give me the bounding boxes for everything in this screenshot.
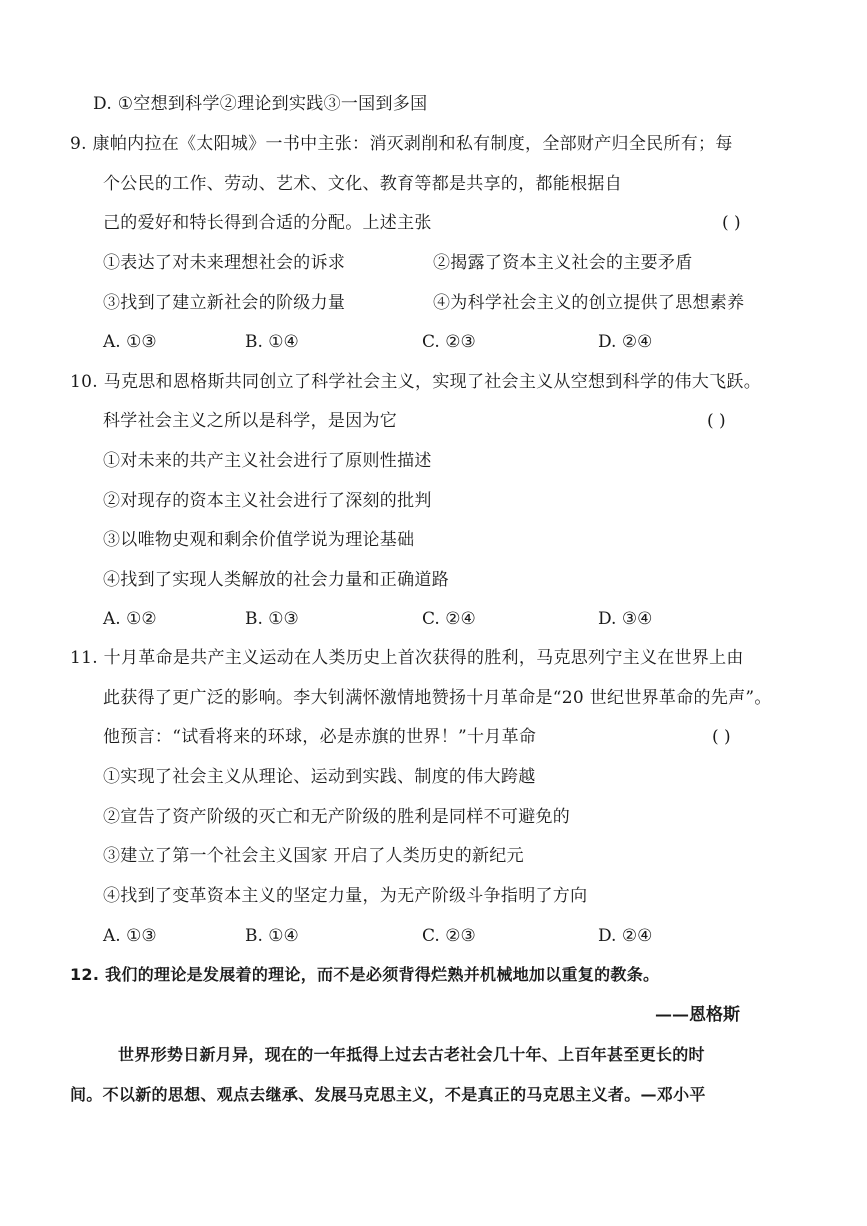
- q12-paragraph-line-2: 间。不以新的思想、观点去继承、发展马克思主义，不是真正的马克思主义者。—邓小平: [70, 1085, 706, 1104]
- q11-option-a: A. ①③: [103, 926, 157, 946]
- q10-option-d: D. ③④: [598, 609, 653, 629]
- q9-item-3: ③找到了建立新社会的阶级力量: [103, 293, 346, 313]
- q10-option-a: A. ①②: [103, 609, 157, 629]
- q10-answer-bracket: ( ): [707, 411, 726, 431]
- q11-stem-line-1: 11. 十月革命是共产主义运动在人类历史上首次获得的胜利，马克思列宁主义在世界上由: [70, 648, 744, 668]
- q9-answer-bracket: ( ): [722, 213, 741, 233]
- q8-option-d: D. ①空想到科学②理论到实践③一国到多国: [93, 94, 428, 114]
- q12-attribution: ——恩格斯: [655, 1005, 740, 1025]
- q10-option-c: C. ②④: [422, 609, 476, 629]
- q11-option-c: C. ②③: [422, 926, 476, 946]
- q11-option-d: D. ②④: [598, 926, 653, 946]
- q9-item-1: ①表达了对未来理想社会的诉求: [103, 253, 346, 273]
- q12-quote: 12. 我们的理论是发展着的理论，而不是必须背得烂熟并机械地加以重复的教条。: [70, 965, 660, 984]
- q10-item-1: ①对未来的共产主义社会进行了原则性描述: [103, 451, 432, 471]
- q11-stem-line-2: 此获得了更广泛的影响。李大钊满怀激情地赞扬十月革命是“20 世纪世界革命的先声”。: [103, 688, 772, 708]
- q9-stem-line-2: 个公民的工作、劳动、艺术、文化、教育等都是共享的，都能根据自: [103, 174, 622, 194]
- q11-option-b: B. ①④: [245, 926, 299, 946]
- q10-item-3: ③以唯物史观和剩余价值学说为理论基础: [103, 530, 415, 550]
- q11-item-4: ④找到了变革资本主义的坚定力量，为无产阶级斗争指明了方向: [103, 886, 588, 906]
- q10-stem-line-1: 10. 马克思和恩格斯共同创立了科学社会主义，实现了社会主义从空想到科学的伟大飞跃。: [70, 372, 762, 392]
- q12-paragraph-line-1: 世界形势日新月异，现在的一年抵得上过去古老社会几十年、上百年甚至更长的时: [118, 1045, 705, 1064]
- q9-option-d: D. ②④: [598, 332, 653, 352]
- q10-item-2: ②对现存的资本主义社会进行了深刻的批判: [103, 491, 432, 511]
- q11-item-2: ②宣告了资产阶级的灭亡和无产阶级的胜利是同样不可避免的: [103, 807, 571, 827]
- q9-option-a: A. ①③: [103, 332, 157, 352]
- q10-option-b: B. ①③: [245, 609, 299, 629]
- q11-answer-bracket: ( ): [712, 727, 731, 747]
- q10-stem-line-2: 科学社会主义之所以是科学，是因为它: [103, 411, 398, 431]
- q9-stem-line-1: 9. 康帕内拉在《太阳城》一书中主张：消灭剥削和私有制度，全部财产归全民所有；每: [70, 134, 733, 154]
- q9-option-b: B. ①④: [245, 332, 299, 352]
- q11-item-3: ③建立了第一个社会主义国家 开启了人类历史的新纪元: [103, 846, 524, 866]
- q11-stem-line-3: 他预言：“试看将来的环球，必是赤旗的世界！”十月革命: [103, 727, 537, 747]
- q11-item-1: ①实现了社会主义从理论、运动到实践、制度的伟大跨越: [103, 767, 536, 787]
- q9-stem-line-3: 己的爱好和特长得到合适的分配。上述主张: [103, 213, 432, 233]
- q9-option-c: C. ②③: [422, 332, 476, 352]
- q9-item-2: ②揭露了资本主义社会的主要矛盾: [433, 253, 693, 273]
- q10-item-4: ④找到了实现人类解放的社会力量和正确道路: [103, 570, 449, 590]
- q9-item-4: ④为科学社会主义的创立提供了思想素养: [433, 293, 745, 313]
